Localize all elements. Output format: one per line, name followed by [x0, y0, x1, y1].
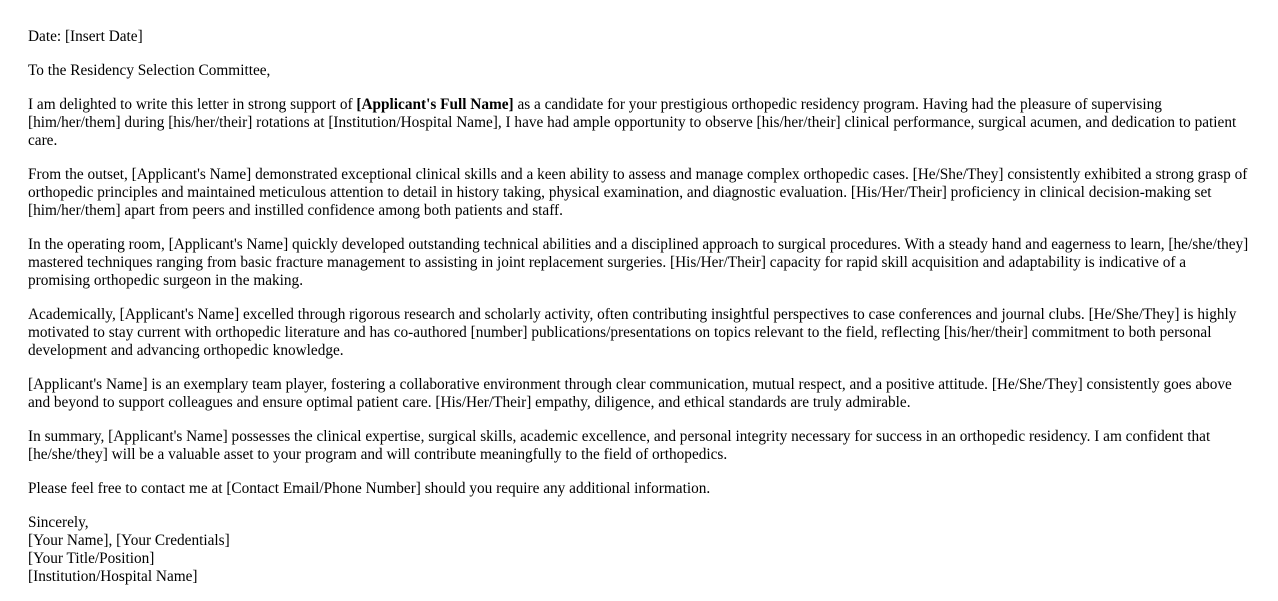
paragraph-academic: Academically, [Applicant's Name] excelled through rigorous research and scholarly activity, often contributing insightful perspectives to case conferences and journal clubs. [He/She/They] is highly motivated to stay current with orthopedic literature and has co-authored [number] publications/presentations on topics relevant to the field, reflecting [his/her/their] commitment to both personal development and advancing orthopedic knowledge.	[28, 306, 1237, 359]
intro-text-after: as a candidate for your prestigious orthopedic residency program. Having had the pleasure of supervising [him/her/them] during [his/her/their] rotations at [Institution/Hospital Name], I have had ample opportunity to observe [his/her/their] clinical performance, surgical acumen, and dedication to patient care.	[28, 96, 1237, 149]
paragraph-surgical: In the operating room, [Applicant's Name] quickly developed outstanding technical abilities and a disciplined approach to surgical procedures. With a steady hand and eagerness to learn, [he/she/they] mastered techniques ranging from basic fracture management to assisting in joint replacement surgeries. [His/Her/Their] capacity for rapid skill acquisition and adaptability is indicative of a promising orthopedic surgeon in the making.	[28, 236, 1249, 289]
paragraph-contact: Please feel free to contact me at [Contact Email/Phone Number] should you require any additional information.	[28, 480, 711, 497]
signature-name: [Your Name], [Your Credentials]	[28, 532, 230, 549]
letter	[28, 28, 1250, 586]
applicant-full-name: [Applicant's Full Name]	[356, 96, 514, 113]
letter-salutation: To the Residency Selection Committee,	[28, 62, 271, 79]
signature-closing: Sincerely,	[28, 514, 89, 531]
paragraph-intro	[28, 96, 1250, 150]
signature-institution: [Institution/Hospital Name]	[28, 568, 198, 585]
paragraph-teamwork: [Applicant's Name] is an exemplary team player, fostering a collaborative environment through clear communication, mutual respect, and a positive attitude. [He/She/They] consistently goes above and beyond to support colleagues and ensure optimal patient care. [His/Her/Their] empathy, diligence, and ethical standards are truly admirable.	[28, 376, 1232, 411]
intro-text-before: I am delighted to write this letter in strong support of	[28, 96, 357, 113]
signature-block	[28, 514, 1250, 586]
letter-date: Date: [Insert Date]	[28, 28, 143, 45]
signature-title: [Your Title/Position]	[28, 550, 155, 567]
paragraph-clinical: From the outset, [Applicant's Name] demonstrated exceptional clinical skills and a keen ability to assess and manage complex orthopedic cases. [He/She/They] consistently exhibited a strong grasp of orthopedic principles and maintained meticulous attention to detail in history taking, physical examination, and diagnostic evaluation. [His/Her/Their] proficiency in clinical decision-making set [him/her/them] apart from peers and instilled confidence among both patients and staff.	[28, 166, 1248, 219]
paragraph-summary: In summary, [Applicant's Name] possesses the clinical expertise, surgical skills, academic excellence, and personal integrity necessary for success in an orthopedic residency. I am confident that [he/she/they] will be a valuable asset to your program and will contribute meaningfully to the field of orthopedics.	[28, 428, 1211, 463]
